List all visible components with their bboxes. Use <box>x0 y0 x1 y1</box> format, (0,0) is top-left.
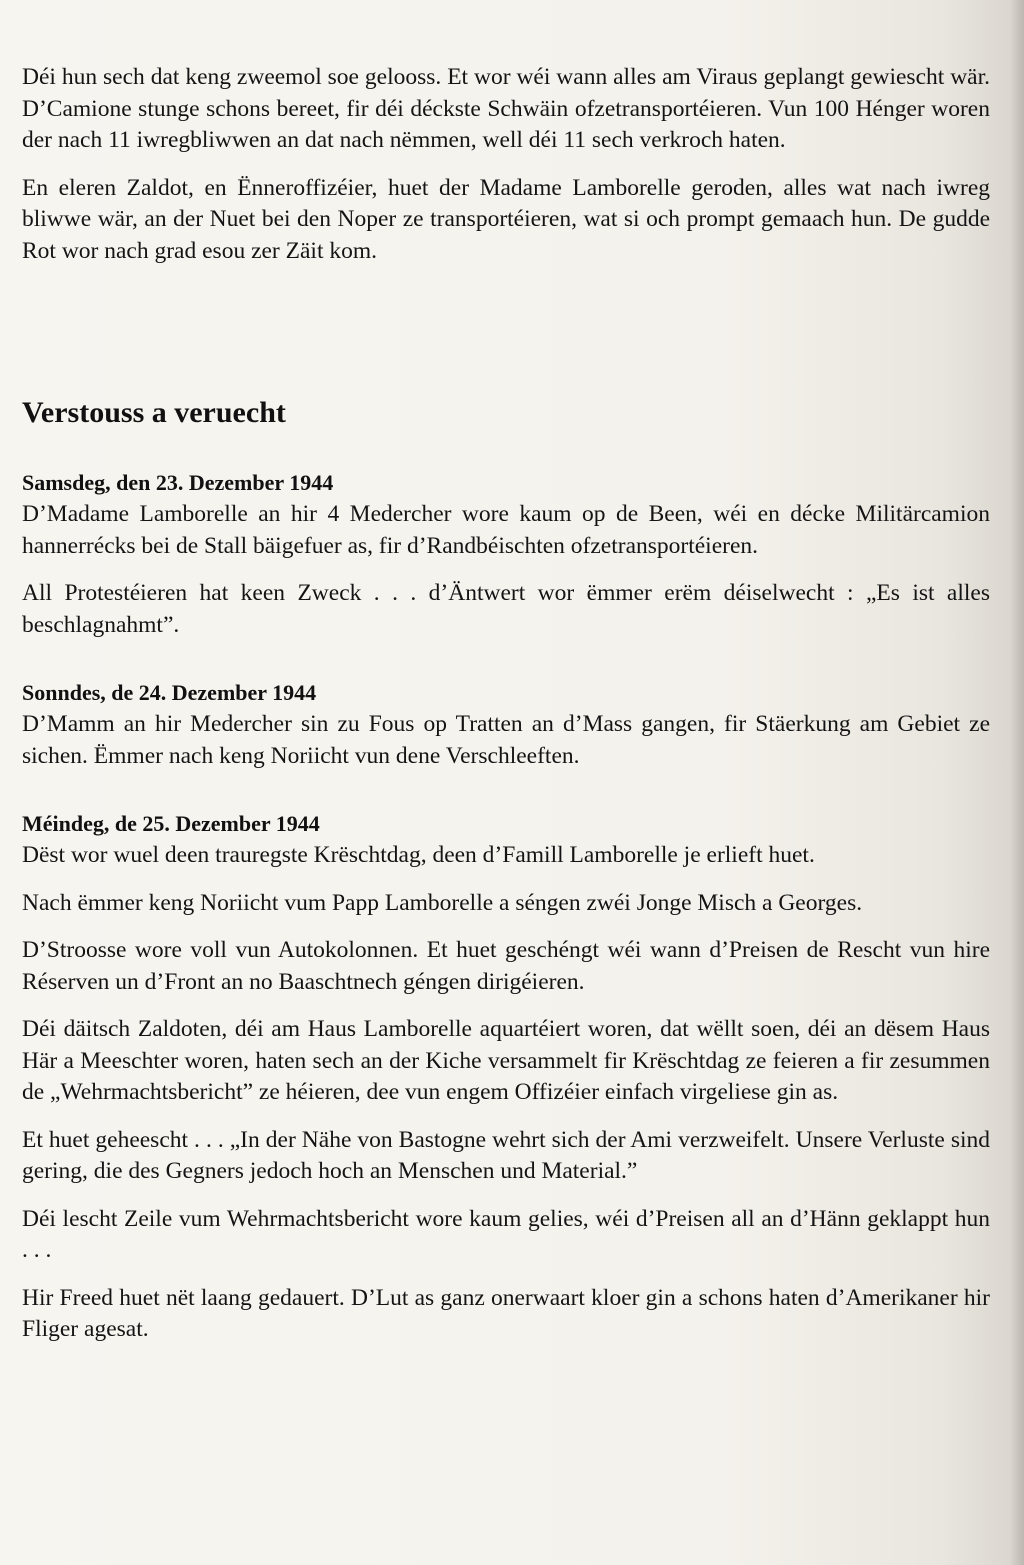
entry-paragraph: Déi lescht Zeile vum Wehrmachtsbericht wore kaum gelies, wéi d’Preisen all an d’Hänn geklappt hun . . . <box>22 1205 990 1263</box>
page-edge-shadow <box>1010 0 1024 1565</box>
entry-paragraph: All Protestéieren hat keen Zweck . . . d’Äntwert wor ëmmer erëm déiselwecht : „Es ist alles beschlagnahmt”. <box>22 580 990 638</box>
diary-entry-dec-25 <box>22 810 990 1346</box>
entry-paragraph: Déi däitsch Zaldoten, déi am Haus Lamborelle aquartéiert woren, dat wëllt soen, déi an dësem Haus Här a Meeschter woren, haten sech an der Kiche versammelt fir Krëschtdag ze feieren a fir zesummen de „Wehrmachtsbericht” ze héieren, dee vun engem Offizéier einfach virgeliese gin as. <box>22 1016 990 1105</box>
diary-entry-dec-23 <box>22 469 990 641</box>
entry-paragraph: Hir Freed huet nët laang gedauert. D’Lut as ganz onerwaart kloer gin a schons haten d’Amerikaner hir Fliger agesat. <box>22 1284 990 1342</box>
entry-date-heading: Sonndes, de 24. Dezember 1944 <box>22 680 317 705</box>
entry-paragraph: D’Stroosse wore voll vun Autokolonnen. Et huet geschéngt wéi wann d’Preisen de Rescht vun hire Réserven un d’Front an no Baaschtnech géngen dirigéieren. <box>22 937 990 995</box>
entry-date-heading: Méindeg, de 25. Dezember 1944 <box>22 811 320 836</box>
entry-paragraph: D’Mamm an hir Medercher sin zu Fous op Tratten an d’Mass gangen, fir Stäerkung am Gebiet ze sichen. Ëmmer nach keng Noriicht vun dene Verschleeften. <box>22 711 990 769</box>
entry-paragraph: D’Madame Lamborelle an hir 4 Medercher wore kaum op de Been, wéi en décke Militärcamion hannerrécks bei de Stall bäigefuer as, fir d’Randbéischten ofzetransportéieren. <box>22 501 990 559</box>
intro-paragraph-2: En eleren Zaldot, en Ënneroffizéier, huet der Madame Lamborelle geroden, alles wat nach iwreg bliwwe wär, an der Nuet bei den Noper ze transportéieren, wat si och prompt gemaach hun. De gudde Rot wor nach grad esou zer Zäit kom. <box>22 174 990 264</box>
entry-date-heading: Samsdeg, den 23. Dezember 1944 <box>22 470 334 495</box>
diary-entry-dec-24 <box>22 679 990 772</box>
entry-paragraph: Dëst wor wuel deen trauregste Krëschtdag, deen d’Famill Lamborelle je erlieft huet. <box>22 842 815 868</box>
entry-paragraph: Et huet geheescht . . . „In der Nähe von Bastogne wehrt sich der Ami verzweifelt. Unsere Verluste sind gering, die des Gegners jedoch hoch an Menschen und Material.” <box>22 1126 990 1184</box>
intro-paragraph-1: Déi hun sech dat keng zweemol soe gelooss. Et wor wéi wann alles am Viraus geplangt gewiescht wär. D’Camione stunge schons bereet, fir déi déckste Schwäin ofzetransportéieren. Vun 100 Hénger woren der nach 11 iwregbliwwen an dat nach nëmmen, well déi 11 sech verkroch haten. <box>22 64 990 153</box>
section-title: Verstouss a veruecht <box>22 396 286 429</box>
entry-paragraph: Nach ëmmer keng Noriicht vum Papp Lamborelle a séngen zwéi Jonge Misch a Georges. <box>22 889 863 916</box>
text-column <box>22 62 990 1362</box>
